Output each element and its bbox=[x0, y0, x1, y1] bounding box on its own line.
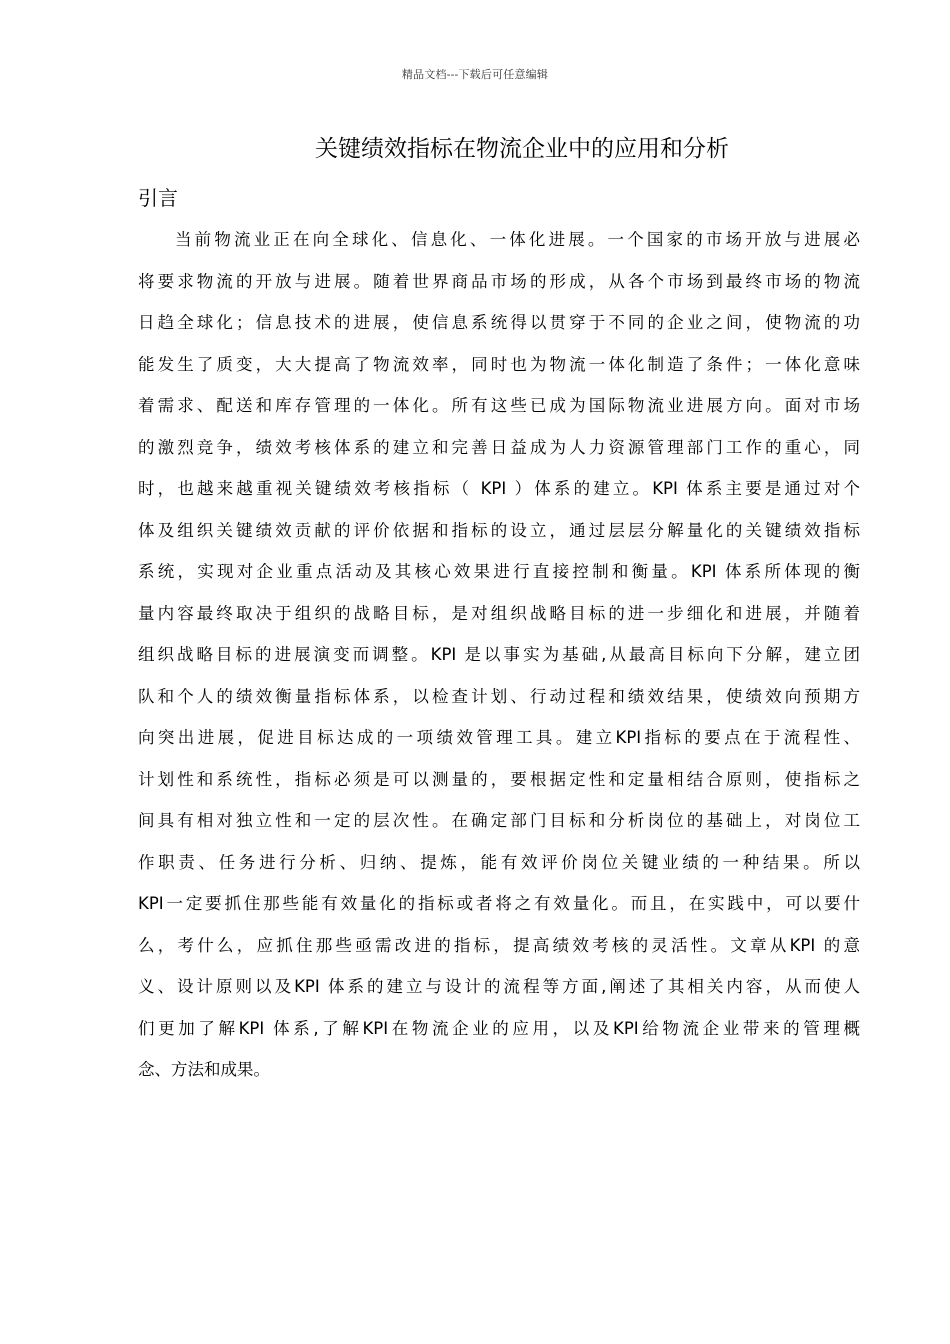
paragraph-line: 着需求、配送和库存管理的一体化。所有这些已成为国际物流业进展方向。面对市场 bbox=[138, 396, 860, 415]
paragraph-line: 向突出进展，促进目标达成的一项绩效管理工具。建立KPI指标的要点在于流程性、 bbox=[138, 728, 860, 747]
paragraph-line: 时，也越来越重视关键绩效考核指标（ KPI ）体系的建立。KPI 体系主要是通过对个 bbox=[138, 479, 860, 498]
paragraph-line: 的激烈竞争，绩效考核体系的建立和完善日益成为人力资源管理部门工作的重心，同 bbox=[138, 437, 860, 457]
page-header-note: 精品文档---下载后可任意编辑 bbox=[401, 68, 549, 81]
paragraph-line: 计划性和系统性，指标必须是可以测量的，要根据定性和定量相结合原则，使指标之 bbox=[138, 769, 860, 789]
paragraph-line: 量内容最终取决于组织的战略目标，是对组织战略目标的进一步细化和进展，并随着 bbox=[138, 603, 860, 623]
document-title: 关键绩效指标在物流企业中的应用和分析 bbox=[315, 136, 729, 162]
paragraph-line: 队和个人的绩效衡量指标体系，以检查计划、行动过程和绩效结果，使绩效向预期方 bbox=[138, 686, 860, 706]
paragraph-line: 当前物流业正在向全球化、信息化、一体化进展。一个国家的市场开放与进展必 bbox=[175, 230, 860, 249]
paragraph-line: 系统，实现对企业重点活动及其核心效果进行直接控制和衡量。KPI 体系所体现的衡 bbox=[138, 562, 860, 581]
paragraph-line: 体及组织关键绩效贡献的评价依据和指标的设立，通过层层分解量化的关键绩效指标 bbox=[138, 520, 860, 540]
section-heading-introduction: 引言 bbox=[138, 186, 178, 210]
paragraph-line: KPI一定要抓住那些能有效量化的指标或者将之有效量化。而且，在实践中，可以要什 bbox=[138, 894, 860, 913]
paragraph-line: 义、设计原则以及KPI 体系的建立与设计的流程等方面,阐述了其相关内容，从而使人 bbox=[138, 977, 860, 996]
introduction-paragraph bbox=[138, 226, 860, 1098]
paragraph-line: 么，考什么，应抓住那些亟需改进的指标，提高绩效考核的灵活性。文章从KPI 的意 bbox=[138, 935, 860, 955]
paragraph-line: 作职责、任务进行分析、归纳、提炼，能有效评价岗位关键业绩的一种结果。所以 bbox=[138, 852, 860, 872]
paragraph-line: 能发生了质变，大大提高了物流效率，同时也为物流一体化制造了条件；一体化意味 bbox=[138, 354, 860, 374]
paragraph-line: 们更加了解KPI 体系,了解KPI在物流企业的应用，以及KPI给物流企业带来的管理概 bbox=[138, 1018, 860, 1038]
paragraph-line: 念、方法和成果。 bbox=[138, 1060, 270, 1079]
paragraph-line: 组织战略目标的进展演变而调整。KPI 是以事实为基础,从最高目标向下分解，建立团 bbox=[138, 645, 860, 664]
paragraph-line: 间具有相对独立性和一定的层次性。在确定部门目标和分析岗位的基础上，对岗位工 bbox=[138, 811, 860, 830]
paragraph-line: 日趋全球化；信息技术的进展，使信息系统得以贯穿于不同的企业之间，使物流的功 bbox=[138, 313, 860, 332]
paragraph-line: 将要求物流的开放与进展。随着世界商品市场的形成，从各个市场到最终市场的物流 bbox=[138, 271, 860, 291]
